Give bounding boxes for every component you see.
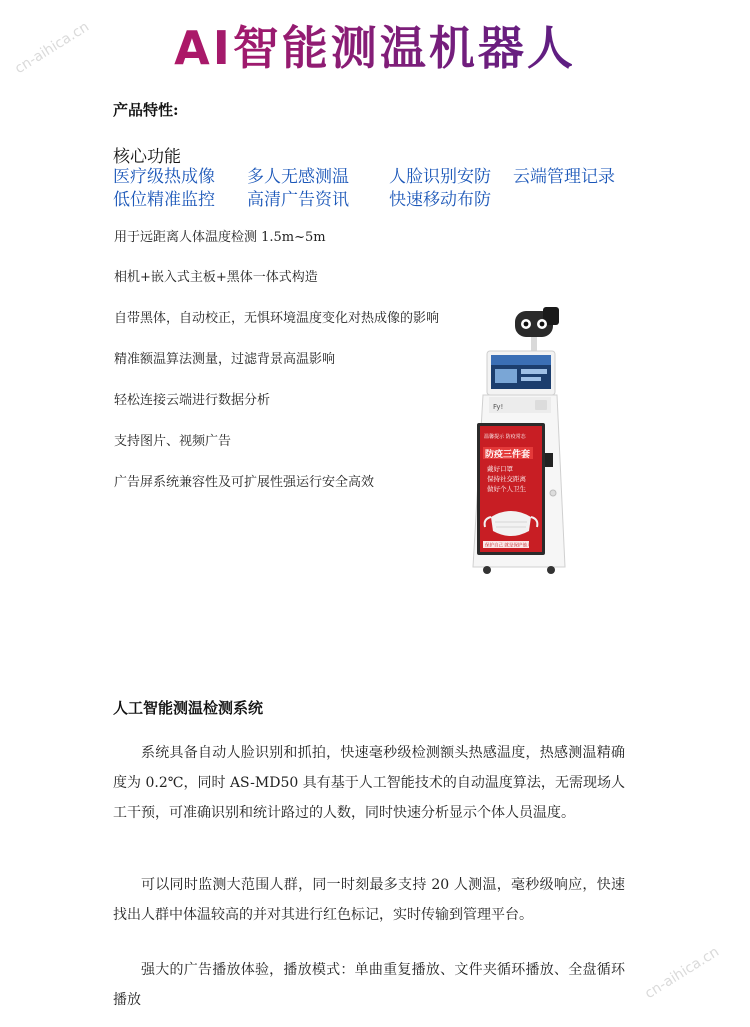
page-title: AI智能测温机器人 xyxy=(0,12,750,78)
body-paragraph: 强大的广告播放体验，播放模式：单曲重复播放、文件夹循环播放、全盘循环播放 xyxy=(113,962,625,1008)
feature-item: 人脸识别安防 xyxy=(389,167,491,187)
core-function-title: 核心功能 xyxy=(113,147,181,167)
poster-line: 保持社交距离 xyxy=(487,475,526,483)
poster-line: 做好个人卫生 xyxy=(487,485,526,493)
spec-line: 相机+嵌入式主板+黑体一体式构造 xyxy=(114,270,318,285)
spec-line: 自带黑体，自动校正，无惧环境温度变化对热成像的影响 xyxy=(114,311,440,326)
wheel xyxy=(483,566,491,574)
body-paragraph: 可以同时监测大范围人群，同一时刻最多支持 20 人测温，毫秒级响应，快速找出人群中体温较高的并对其进行红色标记，实时传输到管理平台。 xyxy=(113,877,625,923)
feature-item: 高清广告资讯 xyxy=(247,190,349,210)
spec-line: 轻松连接云端进行数据分析 xyxy=(114,393,271,408)
spec-line: 支持图片、视频广告 xyxy=(114,434,232,449)
poster-line: 戴好口罩 xyxy=(487,465,513,473)
feature-row xyxy=(113,163,653,186)
mask-illustration xyxy=(491,511,531,536)
feature-item: 快速移动布防 xyxy=(389,190,491,210)
spec-line: 广告屏系统兼容性及可扩展性强运行安全高效 xyxy=(114,475,375,490)
robot-kiosk-image xyxy=(465,305,585,577)
feature-item: 医疗级热成像 xyxy=(113,167,215,187)
svg-text:Fy!: Fy! xyxy=(493,403,504,411)
spec-line: 精准额温算法测量，过滤背景高温影响 xyxy=(114,352,336,367)
spec-line: 用于远距离人体温度检测 1.5m~5m xyxy=(114,230,326,245)
watermark-top-left: cn-aihica.cn xyxy=(12,18,93,78)
system-heading: 人工智能测温检测系统 xyxy=(113,699,264,717)
feature-item: 多人无感测温 xyxy=(247,167,349,187)
poster-bottom-text: 保护自己 就是保护他人 xyxy=(485,543,532,549)
body-paragraph: 系统具备自动人脸识别和抓拍，快速毫秒级检测额头热感温度，热感测温精确度为 0.2℃，同时 AS-MD50 具有基于人工智能技术的自动温度算法，无需现场人工干预，可准确识别和统计路过的人数，同时快速分析显示个体人员温度。 xyxy=(113,745,625,821)
poster-top-text: 温馨提示 防疫常态 xyxy=(484,434,526,440)
feature-row xyxy=(113,186,653,209)
poster-title: 防疫三件套 xyxy=(485,450,531,460)
robot-kiosk-illustration xyxy=(465,305,585,577)
core-feature-grid xyxy=(113,163,653,209)
wheel xyxy=(547,566,555,574)
watermark-bottom-right: cn-aihica.cn xyxy=(642,943,723,1003)
feature-item: 云端管理记录 xyxy=(513,167,615,187)
features-heading: 产品特性: xyxy=(113,101,179,119)
feature-item: 低位精准监控 xyxy=(113,190,215,210)
